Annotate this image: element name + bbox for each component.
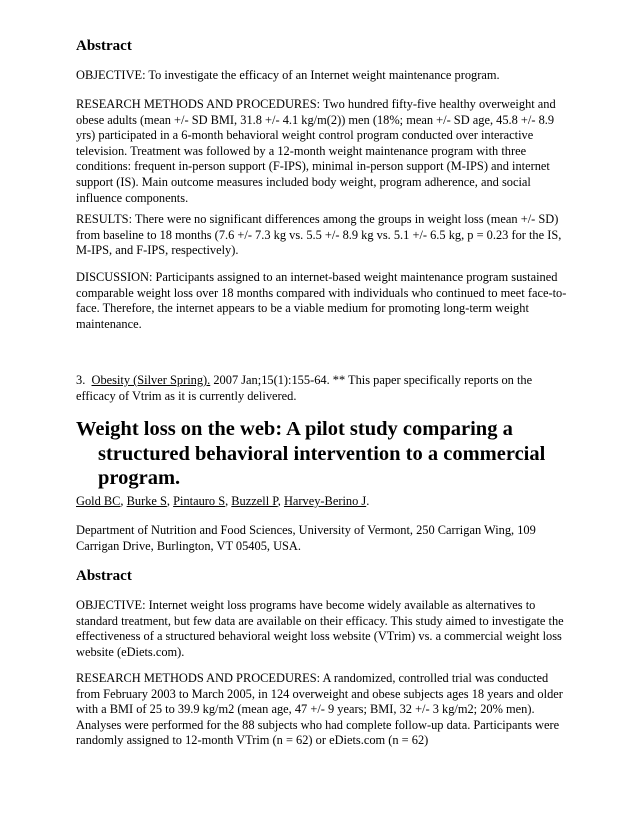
abstract-heading: Abstract: [76, 568, 132, 584]
abstract-results: RESULTS: There were no significant differences among the groups in weight loss (mean +/- SD) from baseline to 18 months (7.6 +/- 7.3 kg vs. 5.5 +/- 8.9 kg vs. 5.1 +/- 6.5 kg, p = 0.23 for the IS, M-IPS, and F-IPS, respectively).: [76, 212, 562, 258]
citation-details: 2007 Jan;15(1):155-64. ** This paper specifically reports on the efficacy of Vtrim as it is currently delivered.: [76, 373, 533, 403]
abstract-objective: OBJECTIVE: Internet weight loss programs have become widely available as alternatives to standard treatment, but few data are available on their efficacy. This study aimed to investigate the effectiveness of a structured behavioral weight loss website (VTrim) vs. a commercial weight loss website (eDiets.com).: [76, 598, 564, 659]
author-link[interactable]: Buzzell P: [231, 494, 278, 508]
abstract-methods: RESEARCH METHODS AND PROCEDURES: A randomized, controlled trial was conducted from February 2003 to March 2005, in 124 overweight and obese subjects ages 18 years and older with a BMI of 25 to 39.9 kg/m2 (mean age, 47 +/- 9 years; BMI, 32 +/- 3 kg/m2; 20% men). Analyses were performed for the 88 subjects who had complete follow-up data. Participants were randomly assigned to 12-month VTrim (n = 62) or eDiets.com (n = 62): [76, 671, 563, 748]
author-link[interactable]: Harvey-Berino J: [283, 494, 367, 508]
abstract-methods: RESEARCH METHODS AND PROCEDURES: Two hundred fifty-five healthy overweight and obese adults (mean +/- SD BMI, 31.8 +/- 4.1 kg/m(2)) men (18%; mean +/- SD age, 45.8 +/- 8.9 yrs) participated in a 6-month behavioral weight control program conducted over interactive television. Treatment was followed by a 12-month weight maintenance program with three conditions: frequent in-person support (F-IPS), minimal in-person support (M-IPS) and internet support (IS). Main outcome measures included body weight, program adherence, and social influence components.: [76, 97, 556, 205]
author-link[interactable]: Burke S: [126, 494, 167, 508]
abstract-discussion: DISCUSSION: Participants assigned to an internet-based weight maintenance program sustained comparable weight loss over 18 months compared with individuals who continued to meet face-to-face. Therefore, the internet appears to be a viable medium for promoting long-term weight maintenance.: [76, 270, 567, 331]
abstract-heading: Abstract: [76, 38, 132, 54]
affiliation: Department of Nutrition and Food Sciences, University of Vermont, 250 Carrigan Wing, 109 Carrigan Drive, Burlington, VT 05405, USA.: [76, 523, 536, 553]
author-link[interactable]: Pintauro S: [173, 494, 226, 508]
author-link[interactable]: Gold BC: [76, 494, 121, 508]
article-title: Weight loss on the web: A pilot study comparing a structured behavioral intervention to a commercial program.: [76, 418, 546, 489]
citation-number: 3.: [76, 373, 86, 387]
abstract-objective: OBJECTIVE: To investigate the efficacy of an Internet weight maintenance program.: [76, 68, 500, 82]
journal-link[interactable]: Obesity (Silver Spring).: [91, 373, 211, 387]
citation: [76, 373, 568, 404]
author-list: Gold BC, Burke S, Pintauro S, Buzzell P, Harvey-Berino J.: [76, 494, 370, 508]
